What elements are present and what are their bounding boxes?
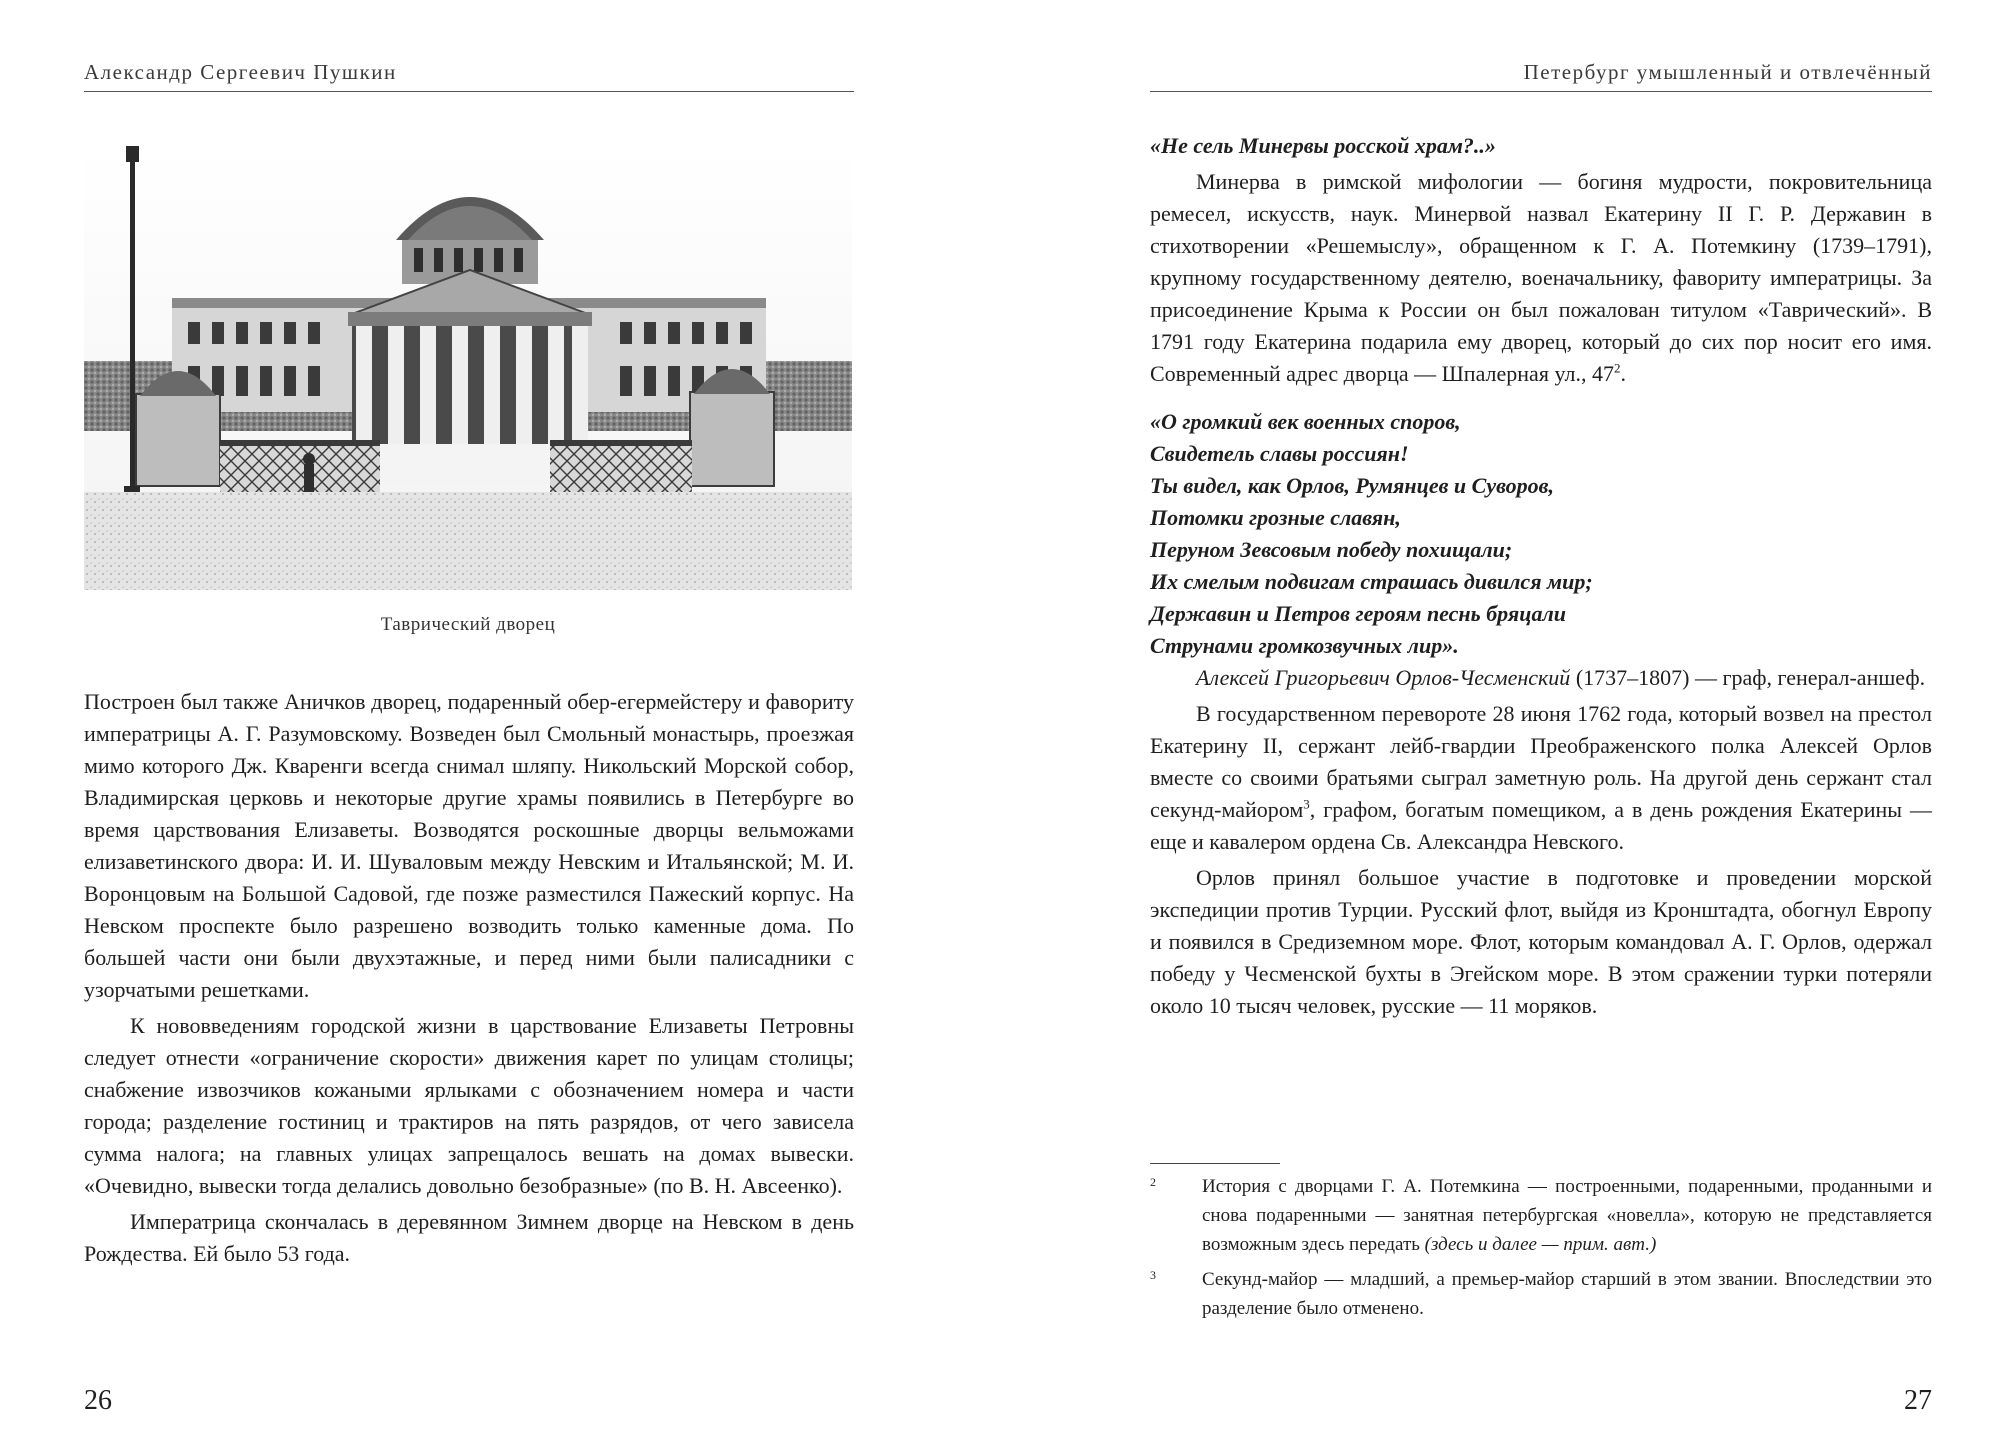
poem-line: Ты видел, как Орлов, Румянцев и Суворов,	[1150, 473, 1554, 498]
right-body-text	[1150, 130, 1932, 1026]
footnote-rule	[1150, 1163, 1280, 1164]
coup-paragraph	[1150, 698, 1932, 858]
footnote-2	[1150, 1172, 1932, 1259]
footnotes	[1150, 1172, 1932, 1329]
footnote-number: 2	[1150, 1175, 1156, 1189]
left-page-number: 26	[84, 1385, 112, 1416]
coup-text-b: , графом, богатым помещиком, а в день рождения Екатерины — еще и кавалером ордена Св. Александра Невского.	[1150, 797, 1932, 854]
left-running-head: Александр Сергеевич Пушкин	[84, 60, 397, 84]
poem-line: «О громкий век военных споров,	[1150, 409, 1461, 434]
footnote-3	[1150, 1265, 1932, 1323]
right-page	[1000, 0, 2000, 1431]
palace-illustration	[84, 146, 852, 590]
photo-caption: Таврический дворец	[380, 614, 556, 635]
orlov-intro	[1150, 662, 1932, 694]
left-body-text	[84, 686, 854, 1274]
left-paragraph-2: К нововведениям городской жизни в царствование Елизаветы Петровны следует отнести «ограничение скорости» движения карет по улицам столицы; снабжение извозчиков кожаными ярлыками с обозначением номера и части города; разделение гостиниц и трактиров на пять разрядов, от чего зависела сумма налога; на главных улицах запрещалось вешать на домах вывески. «Очевидно, вывески тогда делались довольно безобразные» (по В. Н. Авсеенко).	[84, 1013, 854, 1198]
tauride-palace-photo	[84, 146, 852, 590]
footnote-italic: (здесь и далее — прим. авт.)	[1424, 1234, 1657, 1255]
poem-line: Струнами громкозвучных лир».	[1150, 633, 1459, 658]
left-head-rule	[84, 91, 854, 92]
orlov-name: Алексей Григорьевич Орлов-Чесменский	[1196, 665, 1571, 690]
footnote-ref-2[interactable]: 2	[1613, 360, 1621, 376]
poem-line: Потомки грозные славян,	[1150, 505, 1401, 530]
minerva-paragraph	[1150, 166, 1932, 390]
footnote-text: Секунд-майор — младший, а премьер-майор старший в этом звании. Впоследствии это разделение было отменено.	[1202, 1269, 1932, 1319]
derzhavin-poem	[1150, 406, 1932, 662]
minerva-end: .	[1620, 361, 1626, 386]
orlov-rest: (1737–1807) — граф, генерал-аншеф.	[1570, 665, 1926, 690]
right-running-head: Петербург умышленный и отвлечённый	[1523, 60, 1932, 84]
right-head-rule	[1150, 91, 1932, 92]
coup-text-a: В государственном перевороте 28 июня 1762 года, который возвел на престол Екатерину II, сержант лейб-гвардии Преображенского полка Алексей Орлов вместе со своими братьями сыграл заметную роль. На другой день сержант стал секунд-майором	[1150, 701, 1932, 822]
expedition-paragraph: Орлов принял большое участие в подготовке и проведении морской экспедиции против Турции. Русский флот, выйдя из Кронштадта, обогнул Европу и появился в Средиземном море. Флот, которым командовал А. Г. Орлов, одержал победу у Чесменской бухты в Эгейском море. В этом сражении турки потеряли около 10 тысяч человек, русские — 11 моряков.	[1150, 865, 1932, 1018]
footnote-text: История с дворцами Г. А. Потемкина — построенными, подаренными, проданными и снова подаренными — занятная петербургская «новелла», которую не представляется возможным здесь передать	[1202, 1176, 1932, 1255]
right-page-number: 27	[1904, 1385, 1932, 1416]
footnote-ref-3[interactable]: 3	[1303, 796, 1310, 812]
section-quote-heading: «Не сель Минервы росской храм?..»	[1150, 133, 1496, 158]
poem-line: Свидетель славы россиян!	[1150, 441, 1409, 466]
minerva-text: Минерва в римской мифологии — богиня мудрости, покровительница ремесел, искусств, наук. Минервой назвал Екатерину II Г. Р. Державин в стихотворении «Решемыслу», обращенном к Г. А. Потемкину (1739–1791), крупному государственному деятелю, военачальнику, фавориту императрицы. За присоединение Крыма к России он был пожалован титулом «Таврический». В 1791 году Екатерина подарила ему дворец, который до сих пор носит его имя. Современный адрес дворца — Шпалерная ул., 47	[1150, 169, 1932, 386]
left-paragraph-3: Императрица скончалась в деревянном Зимнем дворце на Невском в день Рождества. Ей было 53 года.	[84, 1209, 854, 1266]
footnote-number: 3	[1150, 1268, 1156, 1282]
left-paragraph-1: Построен был также Аничков дворец, подаренный обер-егермейстеру и фавориту императрицы А. Г. Разумовскому. Возведен был Смольный монастырь, проезжая мимо которого Дж. Кваренги всегда снимал шляпу. Никольский Морской собор, Владимирская церковь и некоторые другие храмы появились в Петербурге во время царствования Елизаветы. Возводятся роскошные дворцы вельможами елизаветинского двора: И. И. Шуваловым между Невским и Итальянской; М. И. Воронцовым на Большой Садовой, где позже разместился Пажеский корпус. На Невском проспекте было разрешено возводить только каменные дома. По большей части они были двухэтажные, и перед ними были палисадники с узорчатыми решетками.	[84, 689, 854, 1002]
poem-line: Их смелым подвигам страшась дивился мир;	[1150, 569, 1593, 594]
poem-line: Державин и Петров героям песнь бряцали	[1150, 601, 1566, 626]
poem-line: Перуном Зевсовым победу похищали;	[1150, 537, 1513, 562]
